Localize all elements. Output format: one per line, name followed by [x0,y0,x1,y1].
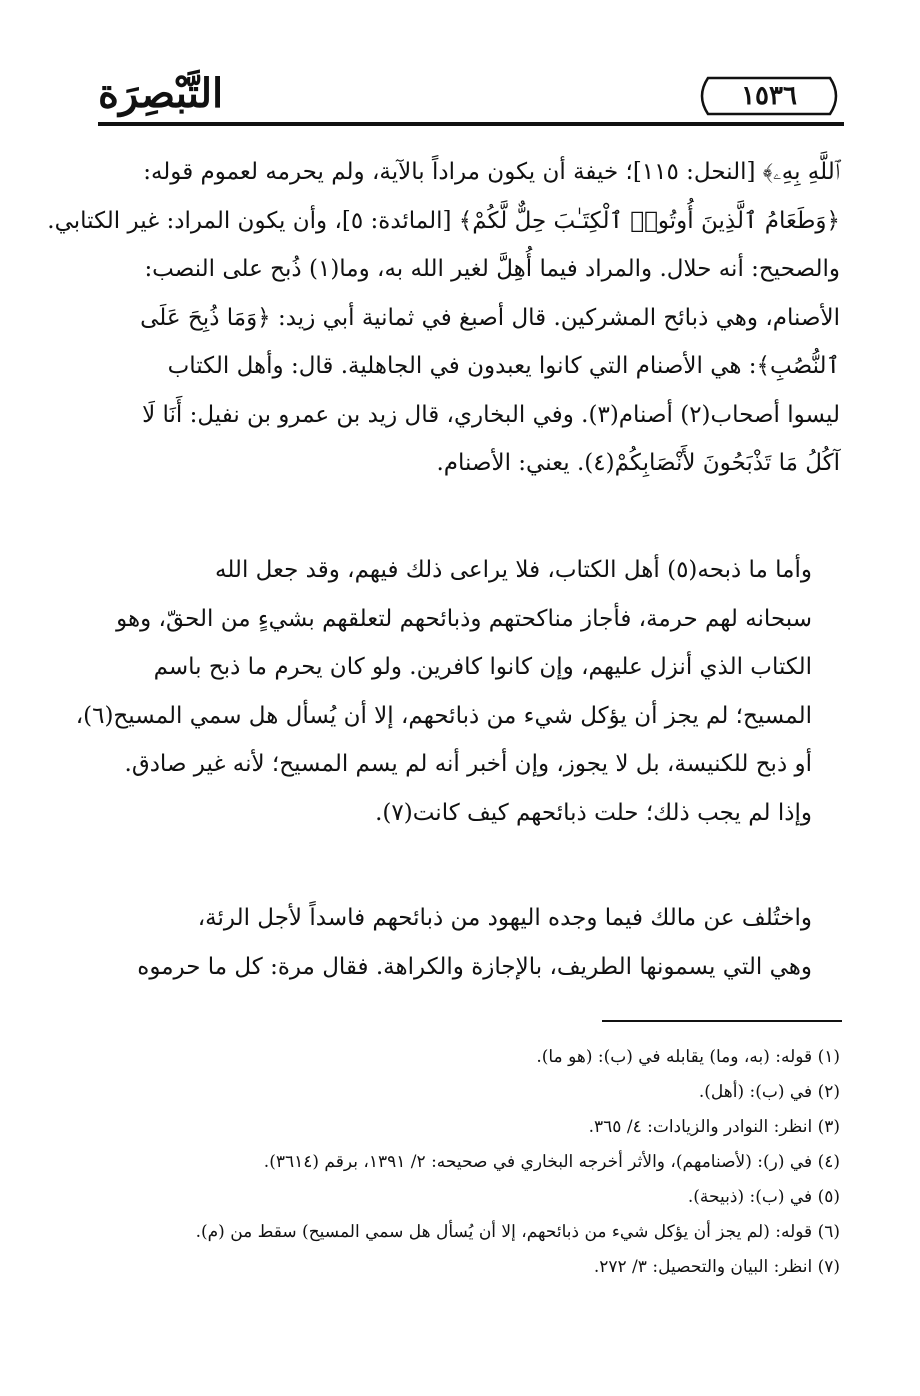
text-line: واختُلف عن مالك فيما وجده اليهود من ذبائحهم فاسداً لأجل الرئة، [197,905,812,931]
page-number: ١٥٣٦ [741,81,797,111]
footnote-4: (٤) في (ر): (لأصنامهم)، والأثر أخرجه البخاري في صحيحه: ٢/ ١٣٩١، برقم (٣٦١٤). [263,1152,840,1172]
text-line: أو ذبح للكنيسة، بل لا يجوز، وإن أخبر أنه لم يسم المسيح؛ لأنه غير صادق. [124,751,812,777]
text-line: وهي التي يسمونها الطريف، بالإجازة والكراهة. فقال مرة: كل ما حرموه [137,953,812,980]
book-title: التَّبْصِرَة [98,70,224,117]
text-line: ﴿وَطَعَامُ ٱلَّذِينَ أُوتُوا۟ ٱلْكِتَـٰبَ حِلٌّ لَّكُمْ﴾ [المائدة: ٥]، وأن يكون المراد: غير الكتابي. [47,207,840,234]
text-line: ٱللَّهِ بِهِۦ﴾ [النحل: ١١٥]؛ خيفة أن يكون مراداً بالآية، ولم يحرمه لعموم قوله: [143,159,840,185]
text-line: المسيح؛ لم يجز أن يؤكل شيء من ذبائحهم، إلا أن يُسأل هل سمي المسيح(٦)، [75,702,812,729]
text-line: والصحيح: أنه حلال. والمراد فيما أُهِلَّ لغير الله به، وما(١) ذُبح على النصب: [144,256,840,282]
header-rule [98,122,844,126]
page-header [98,66,844,130]
text-line: الكتاب الذي أنزل عليهم، وإن كانوا كافرين. ولو كان يحرم ما ذبح باسم [153,654,812,680]
text-line: وأما ما ذبحه(٥) أهل الكتاب، فلا يراعى ذلك فيهم، وقد جعل الله [214,557,812,583]
footnote-6: (٦) قوله: (لم يجز أن يؤكل شيء من ذبائحهم، إلا أن يُسأل هل سمي المسيح) سقط من (م). [195,1222,840,1242]
footnote-5: (٥) في (ب): (ذبيحة). [687,1187,840,1207]
footnote-3: (٣) انظر: النوادر والزيادات: ٤/ ٣٦٥. [588,1117,840,1137]
text-line: ٱلنُّصُبِ﴾: هي الأصنام التي كانوا يعبدون في الجاهلية. قال: وأهل الكتاب [167,353,840,379]
footnote-separator [602,1020,842,1022]
text-line: ليسوا أصحاب(٢) أصنام(٣). وفي البخاري، قال زيد بن عمرو بن نفيل: أَنَا لَا [142,401,840,428]
footnotes [103,1040,840,1285]
text-line: آكُلُ مَا تَذْبَحُونَ لأَنْصَابِكُمْ(٤). يعني: الأصنام. [436,450,840,476]
text-line: سبحانه لهم حرمة، فأجاز مناكحتهم وذبائحهم لتعلقهم بشيءٍ من الحقّ، وهو [116,605,812,632]
text-line: وإذا لم يجب ذلك؛ حلت ذبائحهم كيف كانت(٧). [375,799,812,826]
page-number-frame [694,74,844,118]
footnote-1: (١) قوله: (به، وما) يقابله في (ب): (هو ما). [536,1047,840,1067]
paragraph-3 [103,894,840,991]
footnote-2: (٢) في (ب): (أهل). [698,1082,840,1102]
text-line: الأصنام، وهي ذبائح المشركين. قال أصبغ في ثمانية أبي زيد: ﴿وَمَا ذُبِحَ عَلَى [140,304,840,331]
paragraph-2 [75,546,840,837]
footnote-7: (٧) انظر: البيان والتحصيل: ٣/ ٢٧٢. [593,1257,840,1277]
paragraph-1 [47,148,840,488]
